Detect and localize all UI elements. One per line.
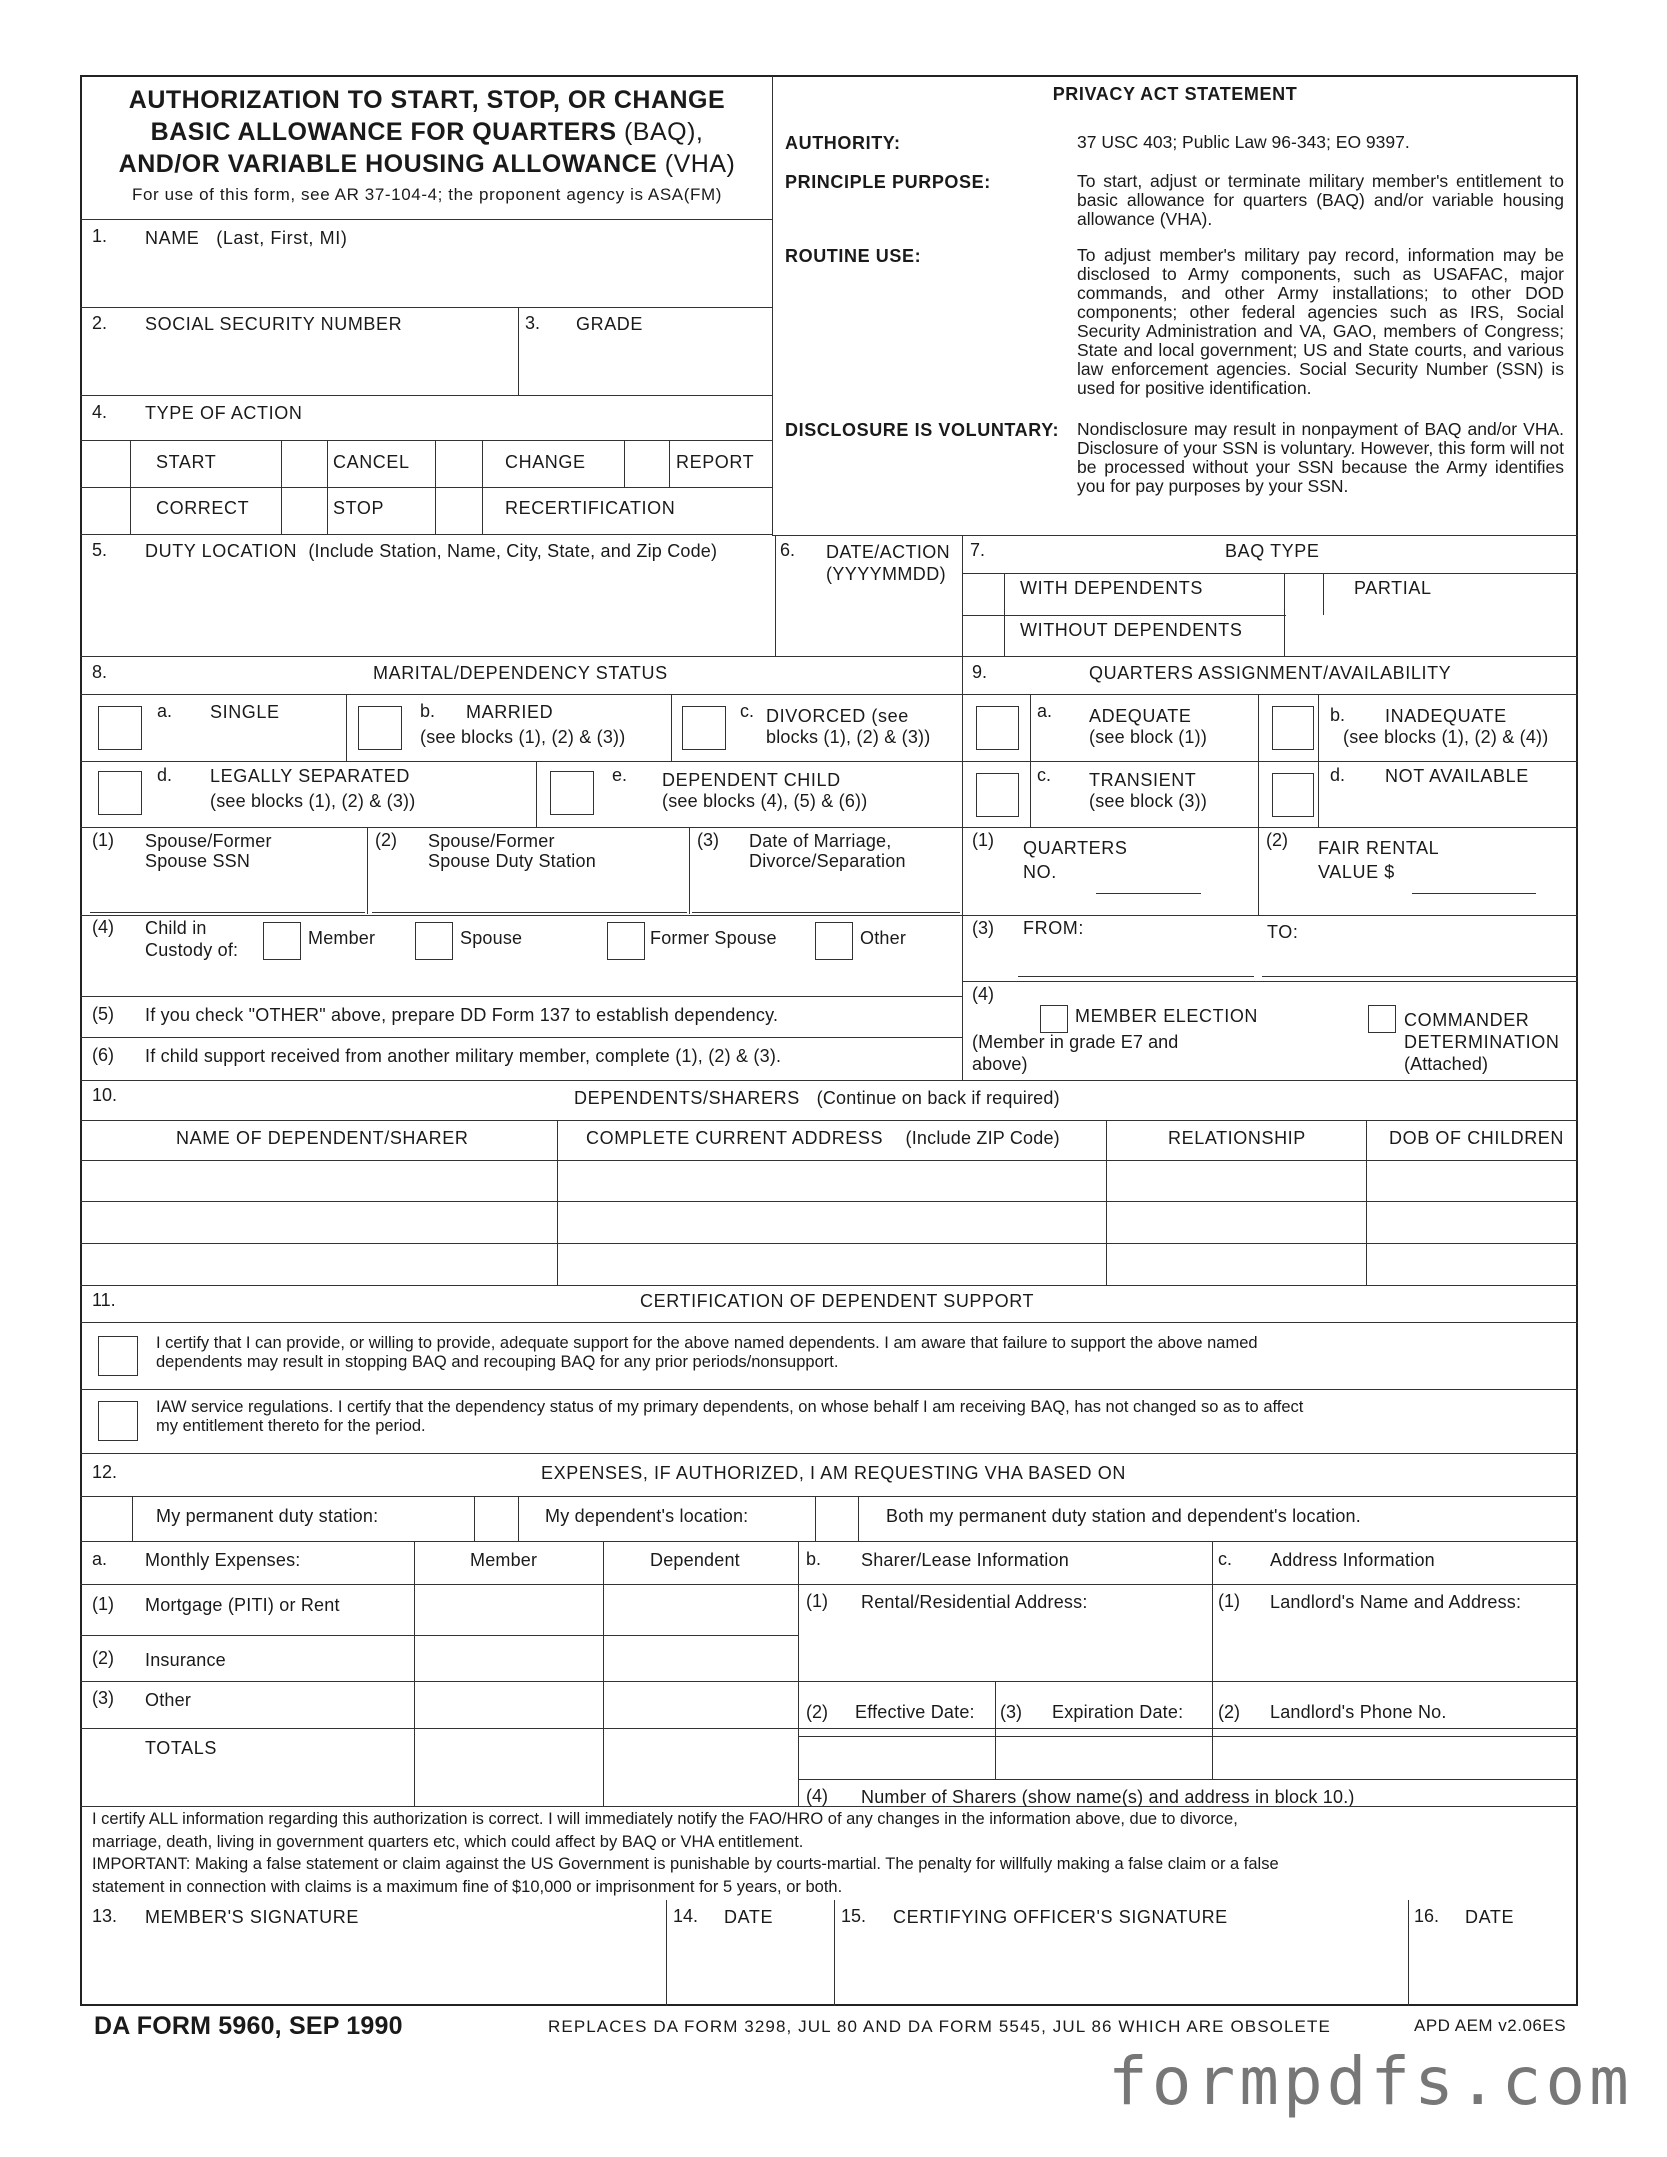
mortgage-member-field[interactable] (416, 1586, 601, 1634)
divorced-label: DIVORCED (see (766, 706, 909, 726)
member-column-label: Member (470, 1550, 538, 1570)
divorced-hint: blocks (1), (2) & (3)) (766, 727, 931, 747)
marriage-date-label: Date of Marriage, Divorce/Separation (749, 831, 906, 871)
child-support-note: If child support received from another military member, complete (1), (2) & (3). (145, 1046, 782, 1066)
dependent-child-checkbox[interactable] (550, 771, 594, 815)
certifying-officer-signature-field[interactable] (836, 1932, 1406, 2004)
type-of-action-label: TYPE OF ACTION (145, 403, 303, 423)
dependent-child-hint: (see blocks (4), (5) & (6)) (662, 791, 868, 811)
purpose-text: To start, adjust or terminate military member's entitlement to basic allowance for quarters (BAQ) and/or variable housing allowance (VHA). (1077, 171, 1564, 229)
form-title: AUTHORIZATION TO START, STOP, OR CHANGE BASIC ALLOWANCE FOR QUARTERS (BAQ), AND/OR VARIABLE HOUSING ALLOWANCE (VHA) (118, 86, 736, 178)
action-change-label: CHANGE (505, 452, 586, 472)
divorced-checkbox[interactable] (682, 706, 726, 750)
duty-location-label: DUTY LOCATION (Include Station, Name, City, State, and Zip Code) (145, 541, 718, 561)
commander-determination-checkbox[interactable] (1368, 1005, 1396, 1033)
adequate-hint: (see block (1)) (1089, 727, 1208, 747)
quarters-no-field[interactable] (1096, 862, 1201, 892)
custody-former-spouse-label: Former Spouse (650, 928, 777, 948)
number-of-sharers-label: Number of Sharers (show name(s) and address in block 10.) (861, 1787, 1355, 1807)
custody-spouse-checkbox[interactable] (415, 922, 453, 960)
privacy-title: PRIVACY ACT STATEMENT (1052, 84, 1298, 104)
transient-label: TRANSIENT (1089, 770, 1197, 790)
from-label: FROM: (1023, 918, 1084, 938)
rental-address-label: Rental/Residential Address: (861, 1592, 1088, 1612)
col-dob-header: DOB OF CHILDREN (1389, 1128, 1565, 1148)
monthly-expenses-label: Monthly Expenses: (145, 1550, 301, 1570)
commander-determination-label: COMMANDER DETERMINATION (Attached) (1404, 1010, 1560, 1074)
custody-former-spouse-checkbox[interactable] (607, 922, 645, 960)
spouse-duty-station-field[interactable] (372, 870, 686, 910)
spouse-duty-station-label: Spouse/Former Spouse Duty Station (428, 831, 596, 871)
member-date-label: DATE (724, 1907, 774, 1927)
vha-expenses-label: EXPENSES, IF AUTHORIZED, I AM REQUESTING VHA BASED ON (541, 1463, 1126, 1483)
vha-pds-checkbox[interactable] (84, 1499, 130, 1539)
custody-other-label: Other (860, 928, 907, 948)
dependent-column-label: Dependent (650, 1550, 740, 1570)
action-change-checkbox[interactable] (438, 443, 480, 485)
replaces-note: REPLACES DA FORM 3298, JUL 80 AND DA FORM 5545, JUL 86 WHICH ARE OBSOLETE (548, 2017, 1331, 2036)
action-cancel-checkbox[interactable] (284, 443, 325, 485)
dependent-child-label: DEPENDENT CHILD (662, 770, 841, 790)
action-recert-label: RECERTIFICATION (505, 498, 676, 518)
col-name-header: NAME OF DEPENDENT/SHARER (176, 1128, 469, 1148)
insurance-member-field[interactable] (416, 1637, 601, 1679)
other-dependent-field[interactable] (605, 1683, 796, 1726)
ssn-label: SOCIAL SECURITY NUMBER (145, 314, 403, 334)
quarters-availability-label: QUARTERS ASSIGNMENT/AVAILABILITY (1089, 663, 1452, 683)
to-date-field[interactable] (1262, 944, 1574, 975)
legally-separated-hint: (see blocks (1), (2) & (3)) (210, 791, 416, 811)
member-signature-field[interactable] (82, 1932, 664, 2004)
other-dependency-note: If you check "OTHER" above, prepare DD Form 137 to establish dependency. (145, 1005, 779, 1025)
to-label: TO: (1267, 922, 1299, 942)
action-cancel-label: CANCEL (333, 452, 410, 472)
status-unchanged-checkbox[interactable] (98, 1401, 138, 1441)
action-report-label: REPORT (676, 452, 755, 472)
mortgage-rent-label: Mortgage (PITI) or Rent (145, 1595, 340, 1615)
col-relationship-header: RELATIONSHIP (1168, 1128, 1306, 1148)
transient-checkbox[interactable] (976, 773, 1019, 817)
date-action-label: DATE/ACTION (YYYYMMDD) (826, 542, 951, 584)
member-election-checkbox[interactable] (1040, 1005, 1068, 1033)
legally-separated-label: LEGALLY SEPARATED (210, 766, 410, 786)
vha-dependent-location-label: My dependent's location: (545, 1506, 749, 1526)
custody-other-checkbox[interactable] (815, 922, 853, 960)
disclosure-text: Nondisclosure may result in nonpayment of BAQ and/or VHA. Disclosure of your SSN is voluntary. However, this form will not be processed without your SSN because the Army identifies you for pay purposes by your SSN. (1077, 419, 1564, 496)
use-note: For use of this form, see AR 37-104-4; the proponent agency is ASA(FM) (131, 185, 723, 204)
date-action-field[interactable] (778, 590, 960, 654)
spouse-ssn-label: Spouse/Former Spouse SSN (145, 831, 272, 871)
table-row[interactable] (82, 1245, 1576, 1283)
disclosure-label: DISCLOSURE IS VOLUNTARY: (785, 420, 1060, 440)
purpose-label: PRINCIPLE PURPOSE: (785, 172, 991, 192)
table-row[interactable] (82, 1203, 1576, 1242)
baq-with-dependents-checkbox[interactable] (965, 576, 1002, 613)
support-certify-text: I certify that I can provide, or willing to provide, adequate support for the above named dependents. I am aware that failure to support the above named dependents may result in stopping BAQ and recouping BAQ for any prior periods/nonsupport. (156, 1334, 1258, 1371)
action-stop-checkbox[interactable] (284, 490, 325, 532)
single-checkbox[interactable] (98, 706, 142, 750)
mortgage-dependent-field[interactable] (605, 1586, 796, 1634)
child-custody-label: Child in Custody of: (145, 918, 239, 960)
routine-use-label: ROUTINE USE: (785, 246, 922, 266)
baq-partial-label: PARTIAL (1354, 578, 1432, 598)
name-label: NAME (Last, First, MI) (145, 228, 348, 248)
totals-label: TOTALS (145, 1738, 217, 1758)
totals-member-field[interactable] (416, 1730, 601, 1804)
name-field[interactable] (82, 250, 770, 306)
member-election-hint: (Member in grade E7 and above) (972, 1032, 1179, 1074)
spouse-ssn-field[interactable] (90, 870, 364, 910)
not-available-checkbox[interactable] (1272, 773, 1314, 817)
address-info-label: Address Information (1270, 1550, 1435, 1570)
vha-pds-label: My permanent duty station: (156, 1506, 379, 1526)
legally-separated-checkbox[interactable] (98, 771, 142, 815)
status-unchanged-text: IAW service regulations. I certify that the dependency status of my primary dependents, on whose behalf I am receiving BAQ, has not changed so as to affect my entitlement thereto for the period. (156, 1398, 1304, 1435)
marriage-date-field[interactable] (692, 870, 960, 910)
action-start-label: START (156, 452, 217, 472)
action-correct-label: CORRECT (156, 498, 250, 518)
landlord-phone-field[interactable] (1214, 1738, 1576, 1778)
vha-both-checkbox[interactable] (818, 1499, 856, 1539)
action-stop-label: STOP (333, 498, 385, 518)
rental-address-field[interactable] (800, 1616, 1210, 1679)
final-certification-text: I certify ALL information regarding this authorization is correct. I will immediately notify the FAO/HRO of any changes in the information above, due to divorce, marriage, death, living in government quarters etc, which could affect by BAQ or VHA entitlement. IMPORTANT: Making a false statement or claim against the US Government is punishable by courts-martial. The penalty for willfully making a false claim or a false statement in connection with claims is a maximum fine of $10,000 or imprisonment for 5 years, or both. (92, 1810, 1279, 1896)
insurance-label: Insurance (145, 1650, 226, 1670)
baq-without-dependents-checkbox[interactable] (965, 618, 1002, 654)
married-label: MARRIED (466, 702, 554, 722)
sharer-lease-label: Sharer/Lease Information (861, 1550, 1069, 1570)
baq-without-dependents-label: WITHOUT DEPENDENTS (1020, 620, 1243, 640)
authority-text: 37 USC 403; Public Law 96-343; EO 9397. (1077, 132, 1410, 152)
not-available-label: NOT AVAILABLE (1385, 766, 1529, 786)
inadequate-label: INADEQUATE (1385, 706, 1507, 726)
effective-date-label: Effective Date: (855, 1702, 975, 1722)
col-address-header: COMPLETE CURRENT ADDRESS (Include ZIP Code) (586, 1128, 1060, 1148)
married-checkbox[interactable] (358, 706, 402, 750)
member-signature-label: MEMBER'S SIGNATURE (145, 1907, 359, 1927)
baq-with-dependents-label: WITH DEPENDENTS (1020, 578, 1204, 598)
inadequate-hint: (see blocks (1), (2) & (4)) (1343, 727, 1549, 747)
routine-use-text: To adjust member's military pay record, information may be disclosed to Army components, such as USAFAC, major commands, and other Army installations; to other DOD components; other federal agencies such as IRS, Social Security Administration and VA, GAO, members of Congress; State and local government; US and State courts, and various law enforcement agencies. Social Security Number (SSN) is used for positive identification. (1077, 245, 1564, 398)
dependents-sharers-label: DEPENDENTS/SHARERS (Continue on back if required) (574, 1088, 1060, 1108)
certifying-officer-signature-label: CERTIFYING OFFICER'S SIGNATURE (893, 1907, 1228, 1927)
baq-type-label: BAQ TYPE (1225, 541, 1320, 561)
adequate-checkbox[interactable] (976, 706, 1019, 750)
action-correct-checkbox[interactable] (84, 490, 128, 532)
inadequate-checkbox[interactable] (1272, 706, 1314, 750)
expiration-date-field[interactable] (997, 1738, 1210, 1778)
action-recert-checkbox[interactable] (438, 490, 480, 532)
duty-location-field[interactable] (82, 566, 770, 654)
insurance-dependent-field[interactable] (605, 1637, 796, 1679)
form-id: DA FORM 5960, SEP 1990 (94, 2012, 403, 2040)
action-start-checkbox[interactable] (84, 443, 128, 485)
watermark: formpdfs.com (1108, 2043, 1633, 2120)
custody-member-label: Member (308, 928, 376, 948)
certifying-officer-date-field[interactable] (1410, 1932, 1576, 2004)
authority-label: AUTHORITY: (785, 133, 901, 153)
grade-field[interactable] (520, 340, 770, 393)
marital-status-label: MARITAL/DEPENDENCY STATUS (373, 663, 668, 683)
single-label: SINGLE (210, 702, 280, 722)
transient-hint: (see block (3)) (1089, 791, 1208, 811)
table-row[interactable] (82, 1162, 1576, 1200)
quarters-no-label: QUARTERS NO. (1023, 838, 1128, 882)
married-hint: (see blocks (1), (2) & (3)) (420, 727, 626, 747)
vha-both-label: Both my permanent duty station and dependent's location. (886, 1506, 1361, 1526)
certification-label: CERTIFICATION OF DEPENDENT SUPPORT (640, 1291, 1035, 1311)
adequate-label: ADEQUATE (1089, 706, 1192, 726)
other-expense-label: Other (145, 1690, 192, 1710)
fair-rental-value-field[interactable] (1412, 862, 1536, 892)
support-certify-checkbox[interactable] (98, 1336, 138, 1376)
expiration-date-label: Expiration Date: (1052, 1702, 1184, 1722)
vha-dependent-location-checkbox[interactable] (477, 1499, 516, 1539)
grade-label: GRADE (576, 314, 644, 334)
landlord-name-label: Landlord's Name and Address: (1270, 1592, 1522, 1612)
baq-partial-checkbox[interactable] (1287, 576, 1321, 613)
ssn-field[interactable] (82, 340, 516, 393)
totals-dependent-field[interactable] (605, 1730, 796, 1804)
fair-rental-value-label: FAIR RENTAL VALUE $ (1318, 838, 1440, 882)
version-label: APD AEM v2.06ES (1414, 2016, 1567, 2035)
member-date-field[interactable] (668, 1932, 832, 2004)
landlord-phone-label: Landlord's Phone No. (1270, 1702, 1447, 1722)
effective-date-field[interactable] (800, 1738, 993, 1778)
other-member-field[interactable] (416, 1683, 601, 1726)
landlord-name-field[interactable] (1214, 1616, 1576, 1679)
from-date-field[interactable] (1018, 944, 1254, 975)
certifying-officer-date-label: DATE (1465, 1907, 1515, 1927)
action-report-checkbox[interactable] (627, 443, 667, 485)
custody-spouse-label: Spouse (460, 928, 523, 948)
member-election-label: MEMBER ELECTION (1075, 1006, 1259, 1026)
custody-member-checkbox[interactable] (263, 922, 301, 960)
